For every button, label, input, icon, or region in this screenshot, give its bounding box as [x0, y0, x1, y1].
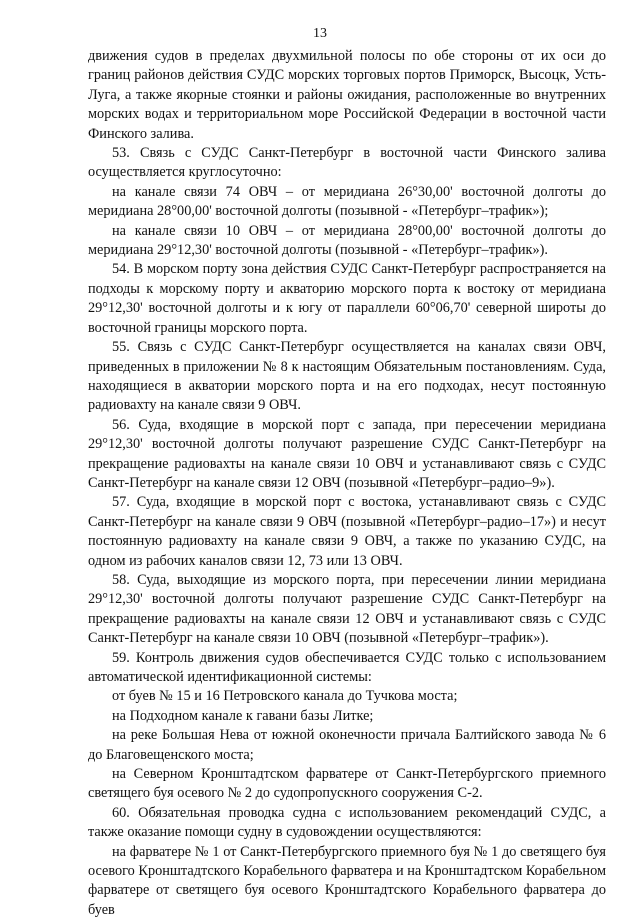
paragraph: на канале связи 74 ОВЧ – от меридиана 26°30,00' восточной долготы до меридиана 28°00,00' восточной долготы (позывной - «Петербург–трафик»);	[88, 183, 606, 220]
document-body	[88, 47, 606, 920]
paragraph: на канале связи 10 ОВЧ – от меридиана 28°00,00' восточной долготы до меридиана 29°12,30' восточной долготы (позывной - «Петербург–трафик»).	[88, 222, 606, 259]
paragraph: 53. Связь с СУДС Санкт-Петербург в восточной части Финского залива осуществляется круглосуточно:	[88, 145, 606, 181]
paragraph: 57. Суда, входящие в морской порт с востока, устанавливают связь с СУДС Санкт-Петербург на канале связи 9 ОВЧ (позывной «Петербург–радио–17») и несут постоянную радиовахту на канале связи 9 ОВЧ, а также по указанию СУДС, на одном из рабочих каналов связи 12, 73 или 13 ОВЧ.	[88, 494, 606, 569]
paragraph: 60. Обязательная проводка судна с использованием рекомендаций СУДС, а также оказание помощи судну в судовождении осуществляются:	[88, 804, 606, 841]
paragraph: 55. Связь с СУДС Санкт-Петербург осуществляется на каналах связи ОВЧ, приведенных в приложении № 8 к настоящим Обязательным постановлениям. Суда, находящиеся в акватории морского порта и на его подходах, несут постоянную радиовахту на канале связи 9 ОВЧ.	[88, 339, 606, 414]
paragraph: 56. Суда, входящие в морской порт с запада, при пересечении меридиана 29°12,30' восточной долготы получают разрешение СУДС Санкт-Петербург на прекращение радиовахты на канале связи 10 ОВЧ и устанавливают связь с СУДС Санкт-Петербург на канале связи 12 ОВЧ (позывной «Петербург–радио–9»).	[88, 416, 606, 491]
paragraph: 59. Контроль движения судов обеспечивается СУДС только с использованием автоматической идентификационной системы:	[88, 649, 606, 685]
paragraph: на реке Большая Нева от южной оконечности причала Балтийского завода № 6 до Благовещенского моста;	[88, 727, 606, 763]
paragraph: 58. Суда, выходящие из морского порта, при пересечении линии меридиана 29°12,30' восточной долготы получают разрешение СУДС Санкт-Петербург на прекращение радиовахты на канале связи 12 ОВЧ и устанавливают связь с СУДС Санкт-Петербург на канале связи 10 ОВЧ (позывной «Петербург–трафик»).	[88, 571, 606, 647]
paragraph: движения судов в пределах двухмильной полосы по обе стороны от их оси до границ районов действия СУДС морских торговых портов Приморск, Высоцк, Усть-Луга, а также якорные стоянки и районы ожидания, расположенные во внутренних морских водах и территориальном море Российской Федерации в восточной части Финского залива.	[88, 48, 606, 142]
paragraph: на Подходном канале к гавани базы Литке;	[112, 707, 374, 724]
paragraph: на фарватере № 1 от Санкт-Петербургского приемного буя № 1 до светящего буя осевого Кронштадтского Корабельного фарватера и на Кронштадтском Корабельном фарватере от светящего буя осевого Кронштадтского Корабельного фарватера до буев	[88, 843, 606, 918]
paragraph: от буев № 15 и 16 Петровского канала до Тучкова моста;	[112, 688, 458, 705]
paragraph: 54. В морском порту зона действия СУДС Санкт-Петербург распространяется на подходы к морскому порту и акваторию морского порта к востоку от меридиана 29°12,30' восточной долготы и к югу от параллели 60°06,70' северной широты до восточной границы морского порта.	[88, 261, 606, 336]
paragraph: на Северном Кронштадтском фарватере от Санкт-Петербургского приемного светящего буя осевого № 2 до судопропускного сооружения С-2.	[88, 766, 606, 802]
page-number: 13	[313, 26, 327, 41]
